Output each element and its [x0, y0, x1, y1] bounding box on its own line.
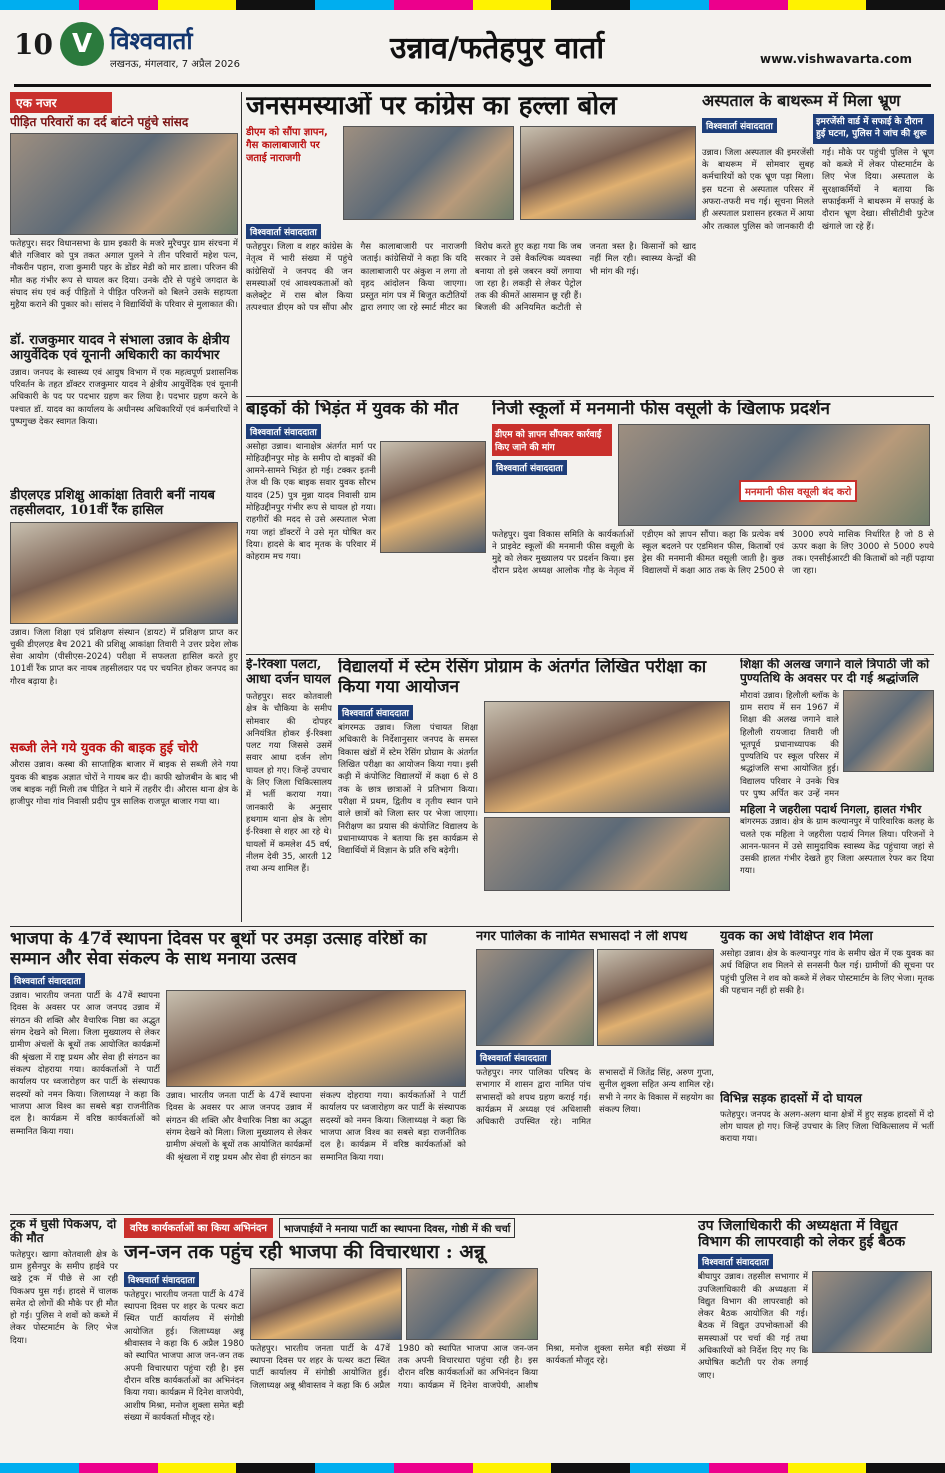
vidyut-story — [698, 1218, 934, 1458]
lead-photo-1 — [343, 126, 513, 220]
school-fees-byline: विश्ववार्ता संवाददाता — [492, 460, 567, 475]
row-divider — [246, 654, 934, 655]
stem-classroom-photo — [484, 817, 730, 891]
vidyut-byline: विश्ववार्ता संवाददाता — [698, 1254, 773, 1269]
stem-body: बांगरमऊ उन्नाव। जिला पंचायत शिक्षा अधिकारी के निर्देशानुसार जनपद के समस्त विकास खंडों में स्टेम रेसिंग प्रोग्राम के अंतर्गत लिखित परीक्षा का आयोजन किया गया। इसी कड़ी में कंपोजिट विद्यालयों में कक्षा 6 से 8 तक के छात्र छात्राओं ने प्रतिभाग किया। परीक्षा में प्रथम, द्वितीय व तृतीय स्थान पाने वाले छात्रों को जिला स्तर पर भेजा जाएगा। निरीक्षण का प्रयास की कंपोजिट विद्यालय के प्रधानाध्यापक ने बताया कि इस कार्यक्रम से विद्यार्थियों में विज्ञान के प्रति रुचि बढ़ेगी। — [338, 723, 478, 857]
hospital-story — [702, 92, 934, 392]
abhinandan-photo-2 — [406, 1268, 538, 1340]
story-bike-theft-body: औरास उन्नाव। कस्बा की साप्ताहिक बाजार में बाइक से सब्जी लेने गया युवक की बाइक अज्ञात चोरों ने गायब कर दी। काफी खोजबीन के बाद भी जब बाइक नहीं मिली तब पीड़ित ने थाने में तहरीर दी। औरास थाना क्षेत्र के हाजीपुर गोवा गांव निवासी प्रदीप पुत्र सालिक राजपूत बाजार गया था। — [10, 760, 238, 808]
school-fees-headline: निजी स्कूलों में मनमानी फीस वसूली के खिलाफ प्रदर्शन — [492, 400, 830, 419]
sansad-photo — [10, 133, 238, 235]
bike-accident-byline: विश्ववार्ता संवाददाता — [246, 424, 321, 439]
story-sansad-body: फतेहपुर। सदर विधानसभा के ग्राम इकारी के मजरे मुरैचपुर ग्राम संरचना में बीते गजिवार को पुत्र तकत अगाल पुलने ने तीन परिवारों महेश पत्न, नौकरीन पहान, राजा कुमारी पहर के डोंडर मेडी को मार डाला। परिजन की मौत कह गंभीर रूप से घायल कर दिया। उनके दौरे से पहुंचे जगदात के संघाद संध एवं कई पीड़ितों ने पीड़ित परिजनों को बिलने उसके सहायता मुहैया कराने की पुकार को। सांसद ने विद्यार्थियों के परिवार से मुलाकात की। — [10, 238, 238, 311]
shradhanjali-body: मौरावां उन्नाव। हिलौली ब्लॉक के ग्राम सराय में सन 1967 में शिक्षा की अलख जगाने वाले हिलौली रायजादा तिवारी जी भूतपूर्व प्रधानाध्यापक की पुण्यतिथि पर स्कूल परिसर में श्रद्धांजलि सभा आयोजित हुई। विद्यालय परिवार ने उनके चित्र पर पुष्प अर्पित कर उन्हें नमन — [740, 690, 839, 800]
nagar-palika-photo-2 — [597, 949, 715, 1046]
ek-nazar-tag: एक नजर — [10, 92, 112, 113]
erickshaw-body: फतेहपुर। सदर कोतवाली क्षेत्र के चौकिया के समीप सोमवार की दोपहर अनियंत्रित होकर ई-रिक्शा पलट गया जिससे उसमें सवार आधा दर्जन लोग घायल हो गए। जिन्हें उपचार के लिए जिला चिकित्सालय में भर्ती कराया गया। जानकारी के अनुसार हथगाम थाना क्षेत्र के लोग ई-रिक्शा से शहर आ रहे थे। घायलों में कमलेश 45 वर्ष, नीलम देवी 35, आरती 12 तथा अन्य शामिल हैं। — [246, 691, 332, 875]
page-number: 10 — [14, 28, 53, 61]
nagar-palika-story — [476, 930, 714, 1210]
left-column — [10, 92, 238, 922]
stem-byline: विश्ववार्ता संवाददाता — [338, 705, 413, 720]
masthead: विश्ववार्ता — [110, 26, 193, 55]
yuvak-body: असोहा उन्नाव। क्षेत्र के कल्यानपुर गांव के समीप खेत में एक युवक का अर्ध विक्षिप्त शव मिलने से सनसनी फैल गई। ग्रामीणों की सूचना पर पहुंची पुलिस ने शव को कब्जे में लेकर पोस्टमार्टम के लिए भेजा। मृतक की पहचान नहीं हो सकी है। — [720, 948, 934, 996]
nagar-palika-photo-1 — [476, 949, 594, 1046]
nagar-palika-byline: विश्ववार्ता संवाददाता — [476, 1050, 551, 1065]
abhinandan-tag-2: भाजपाईयों ने मनाया पार्टी का स्थापना दिवस, गोष्ठी में की चर्चा — [279, 1218, 515, 1238]
bjp-foundation-byline: विश्ववार्ता संवाददाता — [10, 973, 85, 988]
column-divider — [241, 92, 242, 922]
row-divider — [246, 396, 934, 397]
hospital-headline: अस्पताल के बाथरूम में मिला भ्रूण — [702, 92, 901, 110]
newspaper-logo: V — [60, 22, 104, 66]
story-bike-theft-headline: सब्जी लेने गये युवक की बाइक हुई चोरी — [10, 740, 198, 756]
nagar-palika-body: फतेहपुर। नगर पालिका परिषद के सभागार में शासन द्वारा नामित पांच सभासदों को शपथ ग्रहण कराई गई। कार्यक्रम में अध्यक्ष एवं अधिशासी अधिकारी उपस्थित रहे। नामित सभासदों में जितेंद्र सिंह, अरुण गुप्ता, सुनील शुक्ला सहित अन्य शामिल रहे। सभी ने नगर के विकास में सहयोग का संकल्प लिया। — [476, 1067, 714, 1128]
akanksha-photo — [10, 522, 238, 624]
color-registration-strip-bottom — [0, 1463, 945, 1473]
row-divider — [10, 1214, 934, 1215]
abhinandan-tag: वरिष्ठ कार्यकर्ताओं का किया अभिनंदन — [124, 1218, 273, 1238]
right-briefs — [720, 930, 934, 1210]
header-rule — [14, 84, 931, 87]
shradhanjali-story — [740, 658, 934, 923]
bjp-foundation-body-cont: उन्नाव। भारतीय जनता पार्टी के 47वें स्थापना दिवस के अवसर पर आज जनपद उन्नाव में संगठन की शक्ति और वैचारिक निष्ठा का अद्भुत संगम देखने को मिला। जिला मुख्यालय से लेकर ग्रामीण अंचलों के बूथों तक आयोजित कार्यक्रमों की श्रृंखला में राष्ट्र प्रथम और सेवा ही संगठन का संकल्प दोहराया गया। कार्यकर्ताओं ने पार्टी कार्यालय पर ध्वजारोहण कर पार्टी के संस्थापक सदस्यों को नमन किया। जिलाध्यक्ष ने कहा कि भाजपा आज विश्व का सबसे बड़ा राजनीतिक दल है। कार्यक्रम में वरिष्ठ कार्यकर्ताओं को सम्मानित किया गया। — [166, 1091, 466, 1163]
color-registration-strip-top — [0, 0, 945, 10]
hadse-headline: विभिन्न सड़क हादसों में दो घायल — [720, 1090, 862, 1105]
abhinandan-body-cont: फतेहपुर। भारतीय जनता पार्टी के 47वें स्थापना दिवस पर शहर के पत्थर कटा स्थित पार्टी कार्यालय में संगोष्ठी आयोजित हुई। जिलाध्यक्ष अन्नू श्रीवास्तव ने कहा कि 6 अप्रैल 1980 को स्थापित भाजपा आज जन-जन तक अपनी विचारधारा पहुंचा रही है। इस दौरान वरिष्ठ कार्यकर्ताओं का अभिनंदन किया गया। कार्यक्रम में दिनेश वाजपेयी, आशीष मिश्रा, मनोज शुक्ला समेत बड़ी संख्या में कार्यकर्ता मौजूद रहे। — [250, 1343, 686, 1391]
story-akanksha-headline: डीएलएड प्रशिक्षु आकांक्षा तिवारी बनीं नायब तहसीलदार, 101वीं रैंक हासिल — [10, 487, 215, 518]
row-divider — [10, 926, 934, 927]
lead-subhead: डीएम को सौंपा ज्ञापन, गैस कालाबाजारी पर जताई नाराजगी — [246, 126, 328, 164]
school-fees-subhead: डीएम को ज्ञापन सौंपकर कार्रवाई किए जाने की मांग — [492, 424, 612, 456]
story-sansad-headline: पीड़ित परिवारों का दर्द बांटने पहुंचे सांसद — [10, 115, 189, 129]
protest-banner: मनमानी फीस वसूली बंद करो — [739, 480, 857, 502]
mahila-body: बांगरमऊ उन्नाव। क्षेत्र के ग्राम कल्यानपुर में पारिवारिक कलह के चलते एक महिला ने जहरीला पदार्थ निगल लिया। परिजनों ने आनन-फानन में उसे सामुदायिक स्वास्थ्य केंद्र पहुंचाया जहां से उसकी हालत गंभीर देखते हुए जिला अस्पताल रेफर कर दिया गया। — [740, 817, 934, 877]
section-title: उन्नाव/फतेहपुर वार्ता — [390, 31, 605, 66]
hadse-body: फतेहपुर। जनपद के अलग-अलग थाना क्षेत्रों में हुए सड़क हादसों में दो लोग घायल हो गए। जिन्हें उपचार के लिए जिला चिकित्सालय में भर्ती कराया गया। — [720, 1109, 934, 1145]
story-ayush-headline: डॉ. राजकुमार यादव ने संभाला उन्नाव के क्षेत्रीय आयुर्वेदिक एवं यूनानी अधिकारी का कार्यभार — [10, 332, 230, 363]
abhinandan-headline: जन-जन तक पहुंच रही भाजपा की विचारधारा : अन्नू — [124, 1241, 485, 1263]
stem-story — [338, 658, 734, 923]
lead-story — [246, 92, 696, 392]
website-link[interactable]: www.vishwavarta.com — [760, 52, 912, 66]
yuvak-headline: युवक का अर्ध विक्षिप्त शव मिला — [720, 930, 873, 944]
lead-headline: जनसमस्याओं पर कांग्रेस का हल्ला बोल — [246, 92, 617, 121]
abhinandan-byline: विश्ववार्ता संवाददाता — [124, 1272, 199, 1287]
bike-accident-body: असोहा उन्नाव। थानाक्षेत्र अंतर्गत मार्ग पर मोहिउद्दीनपुर मोड़ के समीप दो बाइकों की आमने-सामने भिड़ंत हो गई। टक्कर इतनी तेज थी कि एक बाइक सवार युवक सौरभ यादव (25) पुत्र मुन्ना यादव निवासी ग्राम मोहिउद्दीनपुर गंभीर रूप से घायल हो गया। राहगीरों की मदद से उसे अस्पताल भेजा गया जहां डॉक्टरों ने उसे मृत घोषित कर दिया। हादसे के बाद मृतक के परिवार में कोहराम मच गया। — [246, 441, 376, 563]
lead-photo-2 — [520, 126, 696, 220]
bjp-foundation-body: उन्नाव। भारतीय जनता पार्टी के 47वें स्थापना दिवस के अवसर पर आज जनपद उन्नाव में संगठन की शक्ति और वैचारिक निष्ठा का अद्भुत संगम देखने को मिला। जिला मुख्यालय से लेकर ग्रामीण अंचलों के बूथों तक आयोजित कार्यक्रमों की श्रृंखला में राष्ट्र प्रथम और सेवा ही संगठन का संकल्प दोहराया गया। कार्यकर्ताओं ने पार्टी कार्यालय पर ध्वजारोहण कर पार्टी के संस्थापक सदस्यों को नमन किया। जिलाध्यक्ष ने कहा कि भाजपा आज विश्व का सबसे बड़ा राजनीतिक दल है। कार्यक्रम में वरिष्ठ कार्यकर्ताओं को सम्मानित किया गया। — [10, 991, 160, 1137]
hospital-byline: विश्ववार्ता संवाददाता — [702, 118, 777, 133]
lead-body: फतेहपुर। जिला व शहर कांग्रेस के नेतृत्व में भारी संख्या में पहुंचे कांग्रेसियों ने जनपद की जन समस्याओं एवं आवश्यकताओं को कलेक्ट्रेट में रास बोल किया तत्पश्चात डीएम को पत्र सौंपा और गैस कालाबाजारी पर नाराजगी जताई। कांग्रेसियों ने कहा कि यदि कालाबाजारी पर अंकुश न लगा तो वृहद आंदोलन किया जाएगा। प्रस्तुत मांग पत्र में बिजुत कटौतियों द्वारा लगाए जा रहे स्मार्ट मीटर का विरोध करते हुए कहा गया कि जब सरकार ने उसे वैकल्पिक व्यवस्था बनाया तो इसे जबरन क्यों लगाया जा रहा है। लकड़ी से लेकर पेट्रोल तक की कीमतें आसमान छू रही हैं। बिजली की अनियमित कटौती से जनता त्रस्त है। किसानों को खाद नहीं मिल रही। स्वास्थ्य केन्द्रों की भी मांग की गई। — [246, 241, 696, 314]
vidyut-meeting-photo — [812, 1271, 932, 1353]
hospital-highlight-box: इमरजेंसी वार्ड में सफाई के दौरान हुई घटना, पुलिस ने जांच की शुरू — [813, 114, 934, 143]
bike-accident-victim-photo — [380, 441, 486, 553]
abhinandan-story — [124, 1218, 692, 1458]
stem-exam-photo — [484, 701, 730, 813]
mahila-headline: महिला ने जहरीला पदार्थ निगला, हालत गंभीर — [740, 802, 922, 816]
hospital-body: उन्नाव। जिला अस्पताल की इमरजेंसी के बाथरूम में सोमवार सुबह कर्मचारियों को एक भ्रूण पड़ा मिला। इस घटना से अस्पताल परिसर में अफरा-तफरी मच गई। सूचना मिलते ही अस्पताल प्रशासन हरकत में आया और तत्काल पुलिस को जानकारी दी गई। मौके पर पहुंची पुलिस ने भ्रूण को कब्जे में लेकर पोस्टमार्टम के लिए भेज दिया। अस्पताल के सुरक्षाकर्मियों ने बताया कि सफाईकर्मी ने बाथरूम में सफाई के दौरान भ्रूण देखा। सीसीटीवी फुटेज खंगाले जा रहे हैं। — [702, 147, 934, 232]
bjp-foundation-photo — [166, 990, 466, 1087]
story-ayush-body: उन्नाव। जनपद के स्वास्थ्य एवं आयुष विभाग में एक महत्वपूर्ण प्रशासनिक परिवर्तन के तहत डॉक्टर राजकुमार यादव ने क्षेत्रीय आयुर्वेदिक एवं यूनानी अधिकारी के पद पर पदभार ग्रहण कर लिया है। पदभार ग्रहण करने के पश्चात डॉ. यादव का कार्यालय के अधीनस्थ अधिकारियों एवं कर्मचारियों ने पुष्पगुच्छ देकर स्वागत किया। — [10, 367, 238, 427]
school-fees-body: फतेहपुर। युवा विकास समिति के कार्यकर्ताओं ने प्राइवेट स्कूलों की मनमानी फीस वसूली के मुद्दे को लेकर मुख्यालय पर प्रदर्शन किया। इस दौरान प्रदेश अध्यक्ष आलोक गौड़ के नेतृत्व में एडीएम को ज्ञापन सौंपा। कहा कि प्रत्येक वर्ष स्कूल बदलने पर एडमिशन फीस, किताबों एवं ड्रेस की मनमानी कीमत वसूली जाती है। कुछ विद्यालयों में कक्षा आठ तक के लिए 2500 से 3000 रुपये मासिक निर्धारित है जो 8 से ऊपर कक्षा के लिए 3000 से 5000 रुपये तक। एनसीईआरटी की किताबों को नहीं पढ़ाया जा रहा। — [492, 529, 934, 577]
bike-accident-story — [246, 400, 486, 650]
stem-headline: विद्यालयों में स्टेम रेसिंग प्रोग्राम के अंतर्गत लिखित परीक्षा का किया गया आयोजन — [338, 658, 707, 697]
truck-story — [10, 1218, 118, 1458]
dateline: लखनऊ, मंगलवार, 7 अप्रैल 2026 — [110, 59, 240, 70]
truck-body: फतेहपुर। खागा कोतवाली क्षेत्र के ग्राम हुसैनपुर के समीप हाईवे पर खड़े ट्रक में पीछे से आ रही पिकअप घुस गई। हादसे में चालक समेत दो लोगों की मौके पर ही मौत हो गई। पुलिस ने शवों को कब्जे में लेकर पोस्टमार्टम के लिए भेज दिया। — [10, 1249, 118, 1346]
shradhanjali-headline: शिक्षा की अलख जगाने वाले त्रिपाठी जी को पुण्यतिथि के अवसर पर दी गई श्रद्धांजलि — [740, 658, 930, 685]
school-fees-story — [492, 400, 934, 650]
story-akanksha-body: उन्नाव। जिला शिक्षा एवं प्रशिक्षण संस्थान (डायट) में प्रशिक्षण प्राप्त कर चुकी डीएलएड बैच 2021 की प्रशिक्षु आकांक्षा तिवारी ने उत्तर प्रदेश लोक सेवा आयोग (पीसीएस-2024) परीक्षा में सफलता हासिल करते हुए 101वीं रैंक प्राप्त कर नायब तहसीलदार पद पर चयनित होकर जनपद का गौरव बढ़ाया है। — [10, 627, 238, 687]
abhinandan-photo-1 — [250, 1268, 402, 1340]
truck-headline: ट्रक में घुसी पिकअप, दो की मौत — [10, 1218, 117, 1245]
abhinandan-body: फतेहपुर। भारतीय जनता पार्टी के 47वें स्थापना दिवस पर शहर के पत्थर कटा स्थित पार्टी कार्यालय में संगोष्ठी आयोजित हुई। जिलाध्यक्ष अन्नू श्रीवास्तव ने कहा कि 6 अप्रैल 1980 को स्थापित भाजपा आज जन-जन तक अपनी विचारधारा पहुंचा रही है। इस दौरान वरिष्ठ कार्यकर्ताओं का अभिनंदन किया गया। कार्यक्रम में दिनेश वाजपेयी, आशीष मिश्रा, मनोज शुक्ला समेत बड़ी संख्या में कार्यकर्ता मौजूद रहे। — [124, 1289, 244, 1423]
vidyut-headline: उप जिलाधिकारी की अध्यक्षता में विद्युत विभाग की लापरवाही को लेकर हुई बैठक — [698, 1218, 906, 1251]
school-fees-protest-photo — [618, 424, 930, 526]
bjp-foundation-headline: भाजपा के 47वें स्थापना दिवस पर बूथों पर उमड़ा उत्साह वरिष्ठों का सम्मान और सेवा संकल्प के साथ मनाया उत्सव — [10, 930, 427, 969]
shradhanjali-portrait — [843, 690, 934, 772]
erickshaw-story — [246, 658, 332, 923]
nagar-palika-headline: नगर पालिका के नामित सभासदों ने ली शपथ — [476, 930, 688, 944]
bike-accident-headline: बाइकों की भिड़ंत में युवक की मौत — [246, 400, 459, 419]
erickshaw-headline: ई-रिक्शा पलटा, आधा दर्जन घायल — [246, 658, 331, 687]
lead-byline: विश्ववार्ता संवाददाता — [246, 224, 321, 239]
page-header — [0, 14, 945, 86]
bjp-foundation-story — [10, 930, 470, 1210]
vidyut-body: बीघापुर उन्नाव। तहसील सभागार में उपजिलाधिकारी की अध्यक्षता में विद्युत विभाग की लापरवाही को लेकर बैठक आयोजित की गई। बैठक में विद्युत उपभोक्ताओं की समस्याओं पर चर्चा की गई तथा अधिकारियों को निर्देश दिए गए कि अघोषित कटौती पर रोक लगाई जाए। — [698, 1272, 808, 1381]
